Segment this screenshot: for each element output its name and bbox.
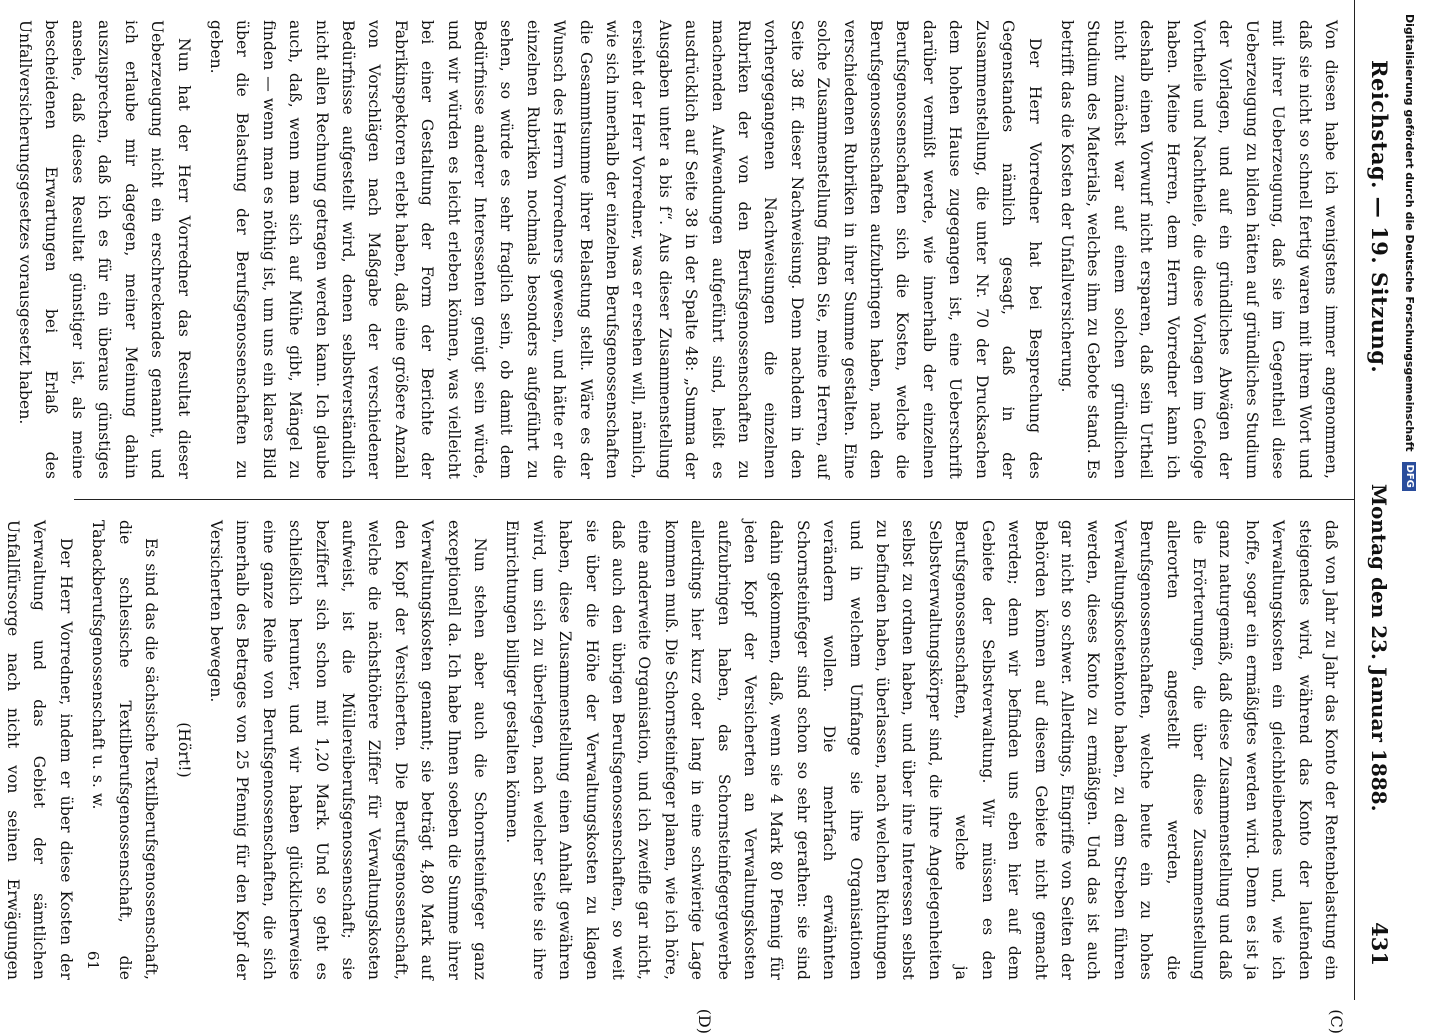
paragraph: Es sind das die sächsische Textilberufsgenossenschaft, die schlesische Textilberufsgenossenschaft, die Tabackberufsgenossenschaft u. s. w. [89,520,161,980]
credit-text: Digitalisierung gefördert durch die Deutsche Forschungsgemeinschaft [1403,14,1416,452]
paragraph: Nun stehen aber auch die Schornsteinfeger ganz exceptionell da. Ich habe Ihnen soeben die Summe ihrer Verwaltungskosten genannt; sie beträgt 4,80 Mark auf den Kopf der Versicherten. Die Berufsgenossenschaft, welche die nächsthöhere Ziffer für Verwaltungskosten aufweist, ist die Müllereiberufsgenossenschaft; sie beziffert sich schon mit 1,20 Mark. Und so geht es schließlich herunter, und wir haben glücklicherweise eine ganze Reihe von Berufsgenossenschaften, die sich innerhalb des Betrages von 25 Pfennig für den Kopf der Versicherten bewegen. [206,520,489,980]
page-number: 431 [1367,922,1392,966]
paragraph: Nun hat der Herr Vorredner das Resultat dieser Ueberzeugung nicht ein erschreckendes genannt, und ich erlaube mir dagegen, meiner Meinung dahin auszusprechen, daß ich es für ein überaus günstiges ansehe, daß dieses Resultat günstiger ist, als meine bescheidenen Erwartungen bei Erlaß des Unfallversicherungsgesetzes vorausgesetzt haben. [16,20,193,479]
paragraph: Der Herr Vorredner, indem er über diese Kosten der Verwaltung und das Gebiet der sämtlichen Unfallfürsorge nach nicht von seinen Erwägungen [4,520,75,980]
right-column [4,500,1354,1034]
header-left: Reichstag. — 19. Sitzung. [1367,60,1392,374]
margin-marker-d: (D) [695,1008,714,1034]
paragraph: Der Herr Vorredner hat bei Besprechung des Gegenstandes nämlich gesagt, daß in der Zusammenstellung, die unter Nr. 70 der Drucksachen dem hohen Hause zugegangen ist, eine Ueberschrift darüber vermißt werde, wie innerhalb der einzelnen Berufsgenossenschaften sich die Kosten, welche die Berufsgenossenschaften aufzubringen haben, nach den verschiedenen Rubriken in ihrer Summe gestalten. Eine solche Zusammenstellung finden Sie, meine Herren, auf Seite 38 ff. dieser Nachweisung. Denn nachdem in den vorhergegangenen Nachweisungen die einzelnen Rubriken der von den Berufsgenossenschaften zu machenden Aufwendungen aufgeführt sind, heißt es ausdrücklich auf Seite 38 in der Spalte 48: „Summa der Ausgaben unter a bis f“. Aus dieser Zusammenstellung ersieht der Herr Vorredner, was er ersehen will, nämlich, wie sich innerhalb der einzelnen Berufsgenossenschaften die Gesammtsumme ihrer Belastung stellt. Wäre es der Wunsch des Herrn Vorredners gewesen, und hätte er die einzelnen Rubriken nochmals besonders aufgeführt zu sehen, so würde es sehr fraglich sein, ob damit dem Bedürfnisse anderer Interessenten genügt sein würde, und wir würden es leicht erleben können, was vielleicht bei einer Gestaltung der Form der Berichte der Fabrikinspektoren erlebt haben, daß eine größere Anzahl von Vorschlägen nach Maßgabe der verschiedener Bedürfnisse aufgestellt wird, denen selbstverständlich nicht allen Rechnung getragen werden kann. Ich glaube auch, daß, wenn man sich auf Mühe gibt, Mängel zu finden — wenn man es nöthig ist, um uns ein klares Bild über die Belastung der Berufsgenossenschaften zu geben. [206,20,1044,479]
margin-marker-c: (C) [1327,1009,1346,1034]
paragraph: Von diesen habe ich wenigstens immer angenommen, daß sie nicht so schnell fertig waren mit ihrem Wort und mit ihrer Ueberzeugung, daß sie im Gegentheil diese Ueberzeugung zu bilden hätten auf gründliches Studium der Vorlagen, und auf ein gründliches Abwägen der Vortheile und Nachtheile, die diese Vorlagen im Gefolge haben. Meine Herren, dem Herrn Vorredner kann ich deshalb einen Vorwurf nicht ersparen, daß sein Urtheil nicht zunächst war auf einem solchen gründlichen Studium des Materials, welches ihm zu Gebote stand. Es betrifft das die Kosten der Unfallversicherung. [1057,20,1340,479]
left-column [16,0,1354,500]
header-right [1367,484,1391,812]
digitization-credit [1398,0,1428,1000]
signature-mark: 61 [84,950,102,970]
dfg-logo: DFG [1402,462,1416,491]
paragraph: daß von Jahr zu Jahr das Konto der Rentenbelastung ein steigendes wird, während das Konto der laufenden Verwaltungskosten ein gleichbleibendes und, wie ich hoffe, sogar ein ermäßigtes werden wird. Denn es ist ja ganz naturgemäß, daß diese Zusammenstellung und daß die Erörterungen, die über diese Zusammenstellung allerorten angestellt werden, die Berufsgenossenschaften, welche heute ein zu hohes Verwaltungskostenkonto haben, zu dem Streben führen werden, dieses Konto zu ermäßigen. Und das ist auch gar nicht so schwer. Allerdings, Eingriffe von Seiten der Behörden können auf diesem Gebiete nicht gemacht werden; denn wir befinden uns eben hier auf dem Gebiete der Selbstverwaltung. Wir müssen es den Berufsgenossenschaften, welche ja Selbstverwaltungskörper sind, die ihre Angelegenheiten selbst zu ordnen haben, und über ihre Interessen selbst zu befinden haben, überlassen, nach welchen Richtungen und in welchem Umfange sie ihre Organisationen verändern wollen. Die mehrfach erwähnten Schornsteinfeger sind schon so sehr gerathen: sie sind dahin gekommen, daß, wenn sie 4 Mark 80 Pfennig für jeden Kopf der Versicherten an Verwaltungskosten aufzubringen haben, das Schornsteinfegergewerbe allerdings hier kurz oder lang in eine schwierige Lage kommen muß. Die Schornsteinfeger planen, wie ich höre, eine anderweite Organisation, und ich zweifle gar nicht, daß auch den übrigen Berufsgenossenschaften, so weit sie über die Höhe der Verwaltungskosten zu klagen haben, diese Zusammenstellung einen Anhalt gewähren wird, um sich zu überlegen, nach welcher Seite sie ihre Einrichtungen billiger gestalten können. [503,520,1340,980]
credit-text-wrap [1394,0,1424,1000]
paragraph [0,20,6,479]
header-date: Montag den 23. Januar 1888. [1367,483,1391,812]
columns [4,0,1354,1034]
paragraph: (Hört!) [174,722,193,778]
rotated-page [4,0,1410,1034]
